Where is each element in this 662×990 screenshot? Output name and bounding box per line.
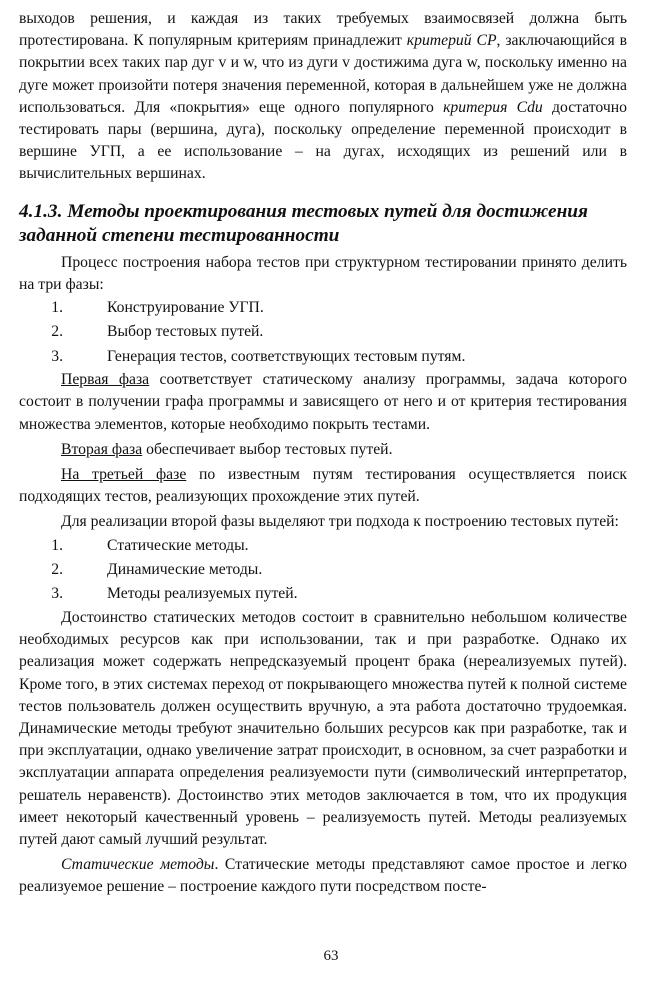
section-heading: 4.1.3. Методы проектирования тестовых путей для достижения заданной степени тестированности: [19, 200, 588, 246]
list-item: 1. Конструирование УГП.: [51, 299, 264, 317]
page-body: [19, 8, 627, 899]
term-cdu: критерия Cdu: [443, 98, 543, 116]
phase1-paragraph: Первая фаза соответствует статическому анализу программы, задача которого состоит в получении графа программы и зависящего от него и от критерия тестирования множества элементов, которые необходимо покрыть тестами.: [19, 371, 627, 433]
list-item: 2. Динамические методы.: [51, 561, 263, 579]
list-item: 3. Методы реализуемых путей.: [51, 585, 298, 603]
static-methods-label: Статические методы: [61, 856, 215, 874]
page-number: 63: [323, 948, 339, 964]
list-item: 1. Статические методы.: [51, 536, 249, 554]
list-item: 2. Выбор тестовых путей.: [51, 323, 264, 341]
advantages-paragraph: Достоинство статических методов состоит в сравнительно небольшом количестве необходимых ресурсов как при использовании, так и при разработке. Однако их реализация может содержать непредсказуемый процент брака (нереализуемых путей). Кроме того, в этих системах переход от покрывающего множества путей к полной системе тестов пользователь должен осуществить вручную, а эта работа достаточно трудоемкая. Динамические методы требуют значительно больших ресурсов как при разработке, так и при эксплуатации, однако увеличение затрат происходит, в основном, за счет разработки и эксплуатации аппарата определения реализуемости пути (символический интерпретатор, решатель неравенств). Достоинство этих методов заключается в том, что их продукция имеет некоторый качественный уровень – реализуемость путей. Методы реализуемых путей дают самый лучший результат.: [19, 608, 627, 848]
term-cp: критерий CP: [406, 32, 497, 50]
phase2-paragraph: Вторая фаза обеспечивает выбор тестовых путей.: [61, 440, 393, 458]
intro-paragraph: Процесс построения набора тестов при структурном тестировании принято делить на три фазы:: [19, 253, 627, 293]
static-methods-paragraph: Статические методы. Статические методы представляют самое простое и легко реализуемое решение – построение каждого пути посредством посте-: [19, 856, 627, 896]
phase1-label: Первая фаза: [61, 371, 150, 389]
paragraph-top: выходов решения, и каждая из таких требуемых взаимосвязей должна быть протестирована. К популярным критериям принадлежит критерий CP, заключающийся в покрытии всех таких пар дуг v и w, что из дуги v достижима дуга w, поскольку именно на дуге может произойти потеря значения переменной, которая в дальнейшем уже не должна использоваться. Для «покрытия» еще одного популярного критерия Cdu достаточно тестировать пары (вершина, дуга), поскольку определение переменной происходит в вершине УГП, а ее использование – на дугах, исходящих из решений или в вычислительных вершинах.: [19, 10, 628, 183]
phase2-label: Вторая фаза: [61, 440, 143, 458]
approaches-intro: Для реализации второй фазы выделяют три подхода к построению тестовых путей:: [61, 513, 619, 531]
phase3-label: На третьей фазе: [61, 466, 187, 484]
list-item: 3. Генерация тестов, соответствующих тестовым путям.: [51, 347, 466, 365]
phase3-paragraph: На третьей фазе по известным путям тестирования осуществляется поиск подходящих тестов, реализующих прохождение этих путей.: [19, 466, 627, 506]
